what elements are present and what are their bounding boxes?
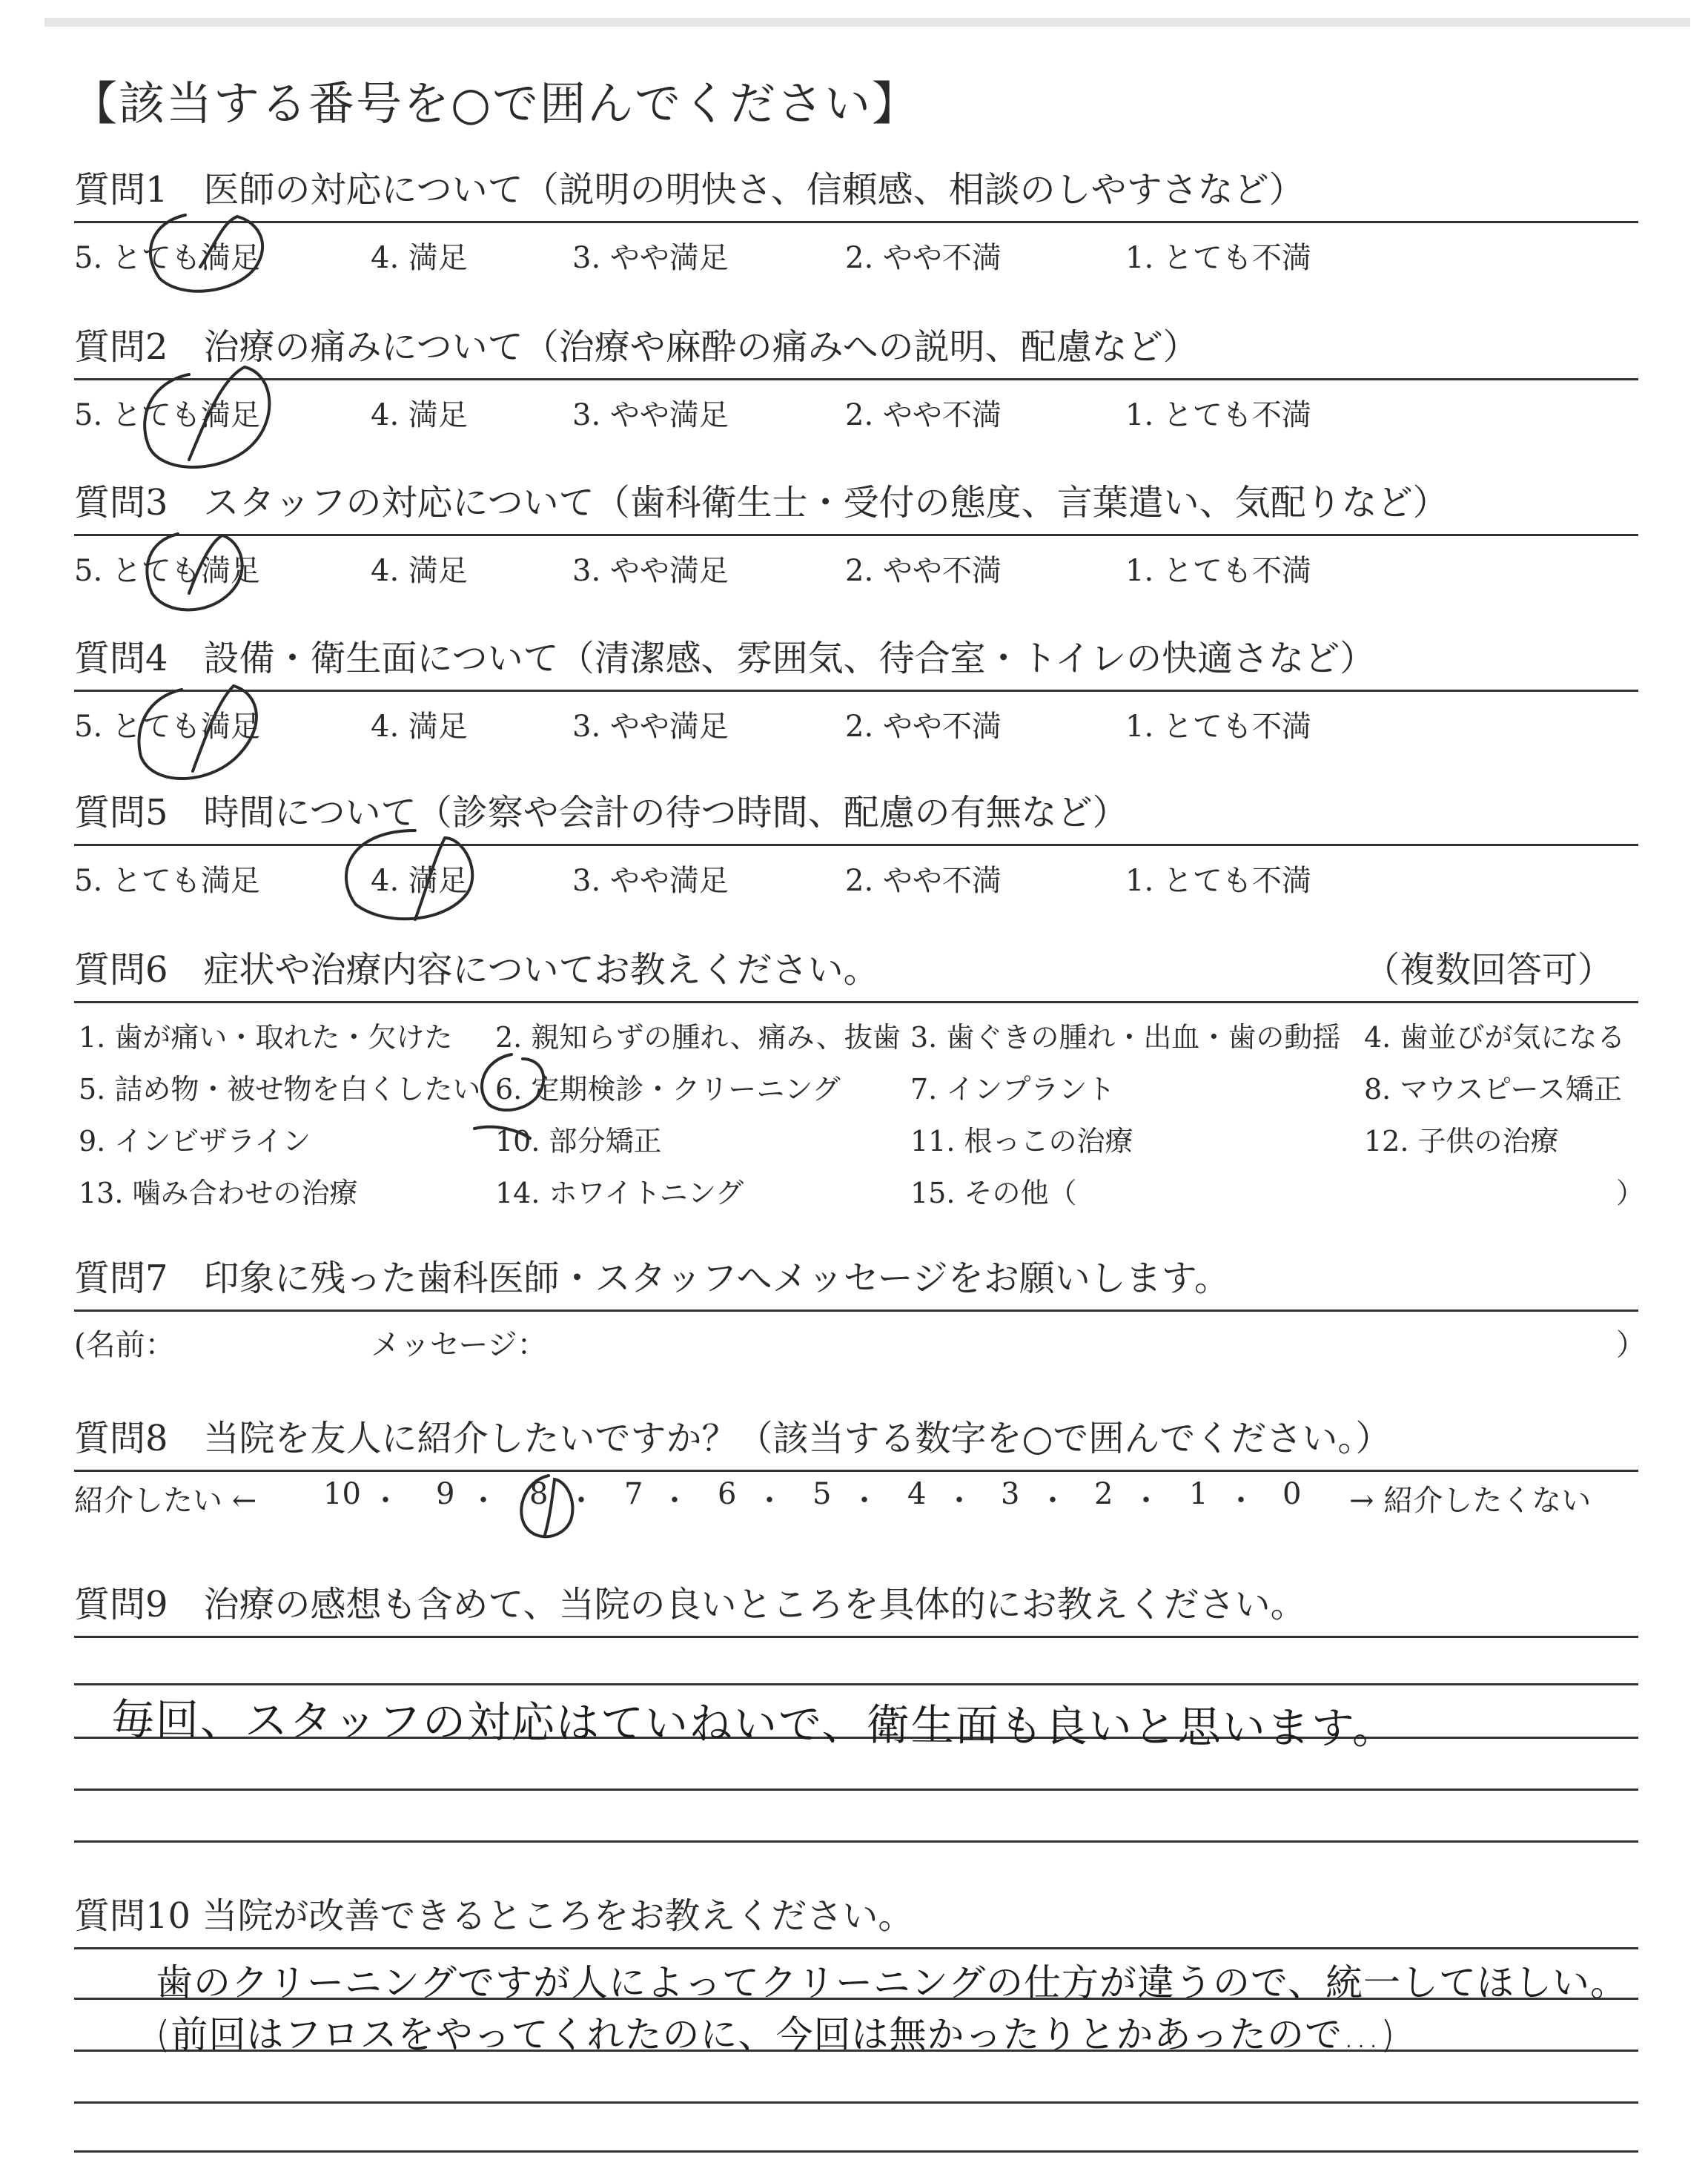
scale-dot: ・: [850, 1484, 879, 1518]
scale-dot: ・: [944, 1484, 974, 1518]
scale-option-2[interactable]: 2: [1094, 1477, 1113, 1511]
question-5-title: 質問5 時間について（診察や会計の待つ時間、配慮の有無など）: [74, 792, 1128, 833]
scale-option-10[interactable]: 10: [323, 1477, 361, 1511]
question-3-title: 質問3 スタッフの対応について（歯科衛生士・受付の態度、言葉遣い、気配りなど）: [74, 482, 1449, 524]
name-label[interactable]: (名前：: [74, 1328, 175, 1362]
scale-left-label: 紹介したい ←: [74, 1484, 257, 1518]
question-9-title: 質問9 治療の感想も含めて、当院の良いところを具体的にお教えください。: [74, 1584, 1306, 1625]
rating-option-5[interactable]: 5. とても満足: [74, 241, 260, 275]
symptom-option-9[interactable]: 9. インビザライン: [79, 1125, 311, 1157]
rating-option-3[interactable]: 3. やや満足: [572, 710, 729, 744]
scale-option-4[interactable]: 4: [907, 1477, 927, 1511]
q3-selection-circle: [147, 534, 242, 610]
symptom-option-4[interactable]: 4. 歯並びが気になる: [1364, 1021, 1626, 1054]
question-1-title: 質問1 医師の対応について（説明の明快さ、信頼感、相談のしやすさなど）: [74, 169, 1305, 211]
rating-option-2[interactable]: 2. やや不満: [845, 398, 1002, 432]
question-2-title: 質問2 治療の痛みについて（治療や麻酔の痛みへの説明、配慮など）: [74, 326, 1199, 368]
q1-selection-circle: [150, 215, 262, 291]
scale-option-8[interactable]: 8: [529, 1477, 549, 1511]
question-7-title: 質問7 印象に残った歯科医師・スタッフへメッセージをお願いします。: [74, 1258, 1230, 1299]
scale-option-3[interactable]: 3: [1001, 1477, 1020, 1511]
scale-dot: ・: [1038, 1484, 1068, 1518]
symptom-option-10[interactable]: 10. 部分矯正: [495, 1125, 662, 1157]
message-label[interactable]: メッセージ：: [371, 1328, 547, 1362]
scale-dot: ・: [566, 1484, 596, 1518]
scale-option-1[interactable]: 1: [1189, 1477, 1208, 1511]
question-10-title: 質問10 当院が改善できるところをお教えください。: [74, 1895, 914, 1937]
scale-dot: ・: [1131, 1484, 1161, 1518]
scale-dot: ・: [469, 1484, 498, 1518]
rating-option-5[interactable]: 5. とても満足: [74, 710, 260, 744]
rating-option-4[interactable]: 4. 満足: [371, 554, 468, 588]
symptom-option-14[interactable]: 14. ホワイトニング: [495, 1177, 744, 1209]
rating-option-1[interactable]: 1. とても不満: [1125, 241, 1311, 275]
question-9-handwritten-answer[interactable]: 毎回、スタッフの対応はていねいで、衛生面も良いと思います。: [110, 1694, 1397, 1754]
symptom-option-6[interactable]: 6. 定期検診・クリーニング: [495, 1073, 841, 1106]
rating-option-1[interactable]: 1. とても不満: [1125, 398, 1311, 432]
symptom-option-2[interactable]: 2. 親知らずの腫れ、痛み、抜歯: [495, 1021, 901, 1054]
rating-option-3[interactable]: 3. やや満足: [572, 398, 729, 432]
symptom-option-13[interactable]: 13. 噛み合わせの治療: [79, 1177, 358, 1209]
rating-option-3[interactable]: 3. やや満足: [572, 241, 729, 275]
rating-option-1[interactable]: 1. とても不満: [1125, 864, 1311, 898]
symptom-option-8[interactable]: 8. マウスピース矯正: [1364, 1073, 1622, 1106]
rating-option-4[interactable]: 4. 満足: [371, 241, 468, 275]
scale-dot: ・: [755, 1484, 784, 1518]
symptom-option-11[interactable]: 11. 根っこの治療: [910, 1125, 1133, 1157]
symptom-option-1[interactable]: 1. 歯が痛い・取れた・欠けた: [79, 1021, 453, 1054]
rating-option-4[interactable]: 4. 満足: [371, 864, 468, 898]
scale-option-6[interactable]: 6: [718, 1477, 737, 1511]
rating-option-2[interactable]: 2. やや不満: [845, 710, 1002, 744]
rating-option-4[interactable]: 4. 満足: [371, 710, 468, 744]
rating-option-3[interactable]: 3. やや満足: [572, 864, 729, 898]
rating-option-1[interactable]: 1. とても不満: [1125, 554, 1311, 588]
rating-option-4[interactable]: 4. 満足: [371, 398, 468, 432]
scale-dot: ・: [371, 1484, 400, 1518]
q2-selection-circle: [145, 367, 269, 467]
scale-option-0[interactable]: 0: [1282, 1477, 1302, 1511]
rating-option-5[interactable]: 5. とても満足: [74, 554, 260, 588]
question-10-handwritten-answer-line-1[interactable]: 歯のクリーニングですが人によってクリーニングの仕方が違うので、統一してほしい。: [156, 1961, 1628, 2004]
rating-option-2[interactable]: 2. やや不満: [845, 864, 1002, 898]
rating-option-5[interactable]: 5. とても満足: [74, 398, 260, 432]
message-close-paren: ）: [1616, 1328, 1646, 1362]
rating-option-5[interactable]: 5. とても満足: [74, 864, 260, 898]
scale-option-7[interactable]: 7: [624, 1477, 643, 1511]
q6-selection-circle: [482, 1054, 543, 1110]
question-8-title: 質問8 当院を友人に紹介したいですか？（該当する数字を○で囲んでください。）: [74, 1418, 1391, 1459]
question-6-title: 質問6 症状や治療内容についてお教えください。: [74, 949, 879, 991]
scale-dot: ・: [1226, 1484, 1256, 1518]
q5-selection-circle: [346, 830, 472, 919]
q4-selection-circle: [139, 686, 256, 779]
question-6-note: （複数回答可）: [1364, 949, 1614, 991]
symptom-option-5[interactable]: 5. 詰め物・被せ物を白くしたい: [79, 1073, 481, 1106]
symptom-option-3[interactable]: 3. 歯ぐきの腫れ・出血・歯の動揺: [910, 1021, 1341, 1054]
form-instruction: 【該当する番号を○で囲んでください】: [71, 76, 920, 131]
scale-option-9[interactable]: 9: [436, 1477, 455, 1511]
rating-option-2[interactable]: 2. やや不満: [845, 241, 1002, 275]
question-4-title: 質問4 設備・衛生面について（清潔感、雰囲気、待合室・トイレの快適さなど）: [74, 638, 1376, 679]
scale-right-label: → 紹介したくない: [1349, 1484, 1592, 1518]
q8-selection-circle: [521, 1476, 572, 1536]
question-10-handwritten-answer-line-2[interactable]: (前回はフロスをやってくれたのに、今回は無かったりとかあったので…): [156, 2013, 1396, 2056]
rating-option-1[interactable]: 1. とても不満: [1125, 710, 1311, 744]
scale-dot: ・: [660, 1484, 689, 1518]
symptom-option-7[interactable]: 7. インプラント: [910, 1073, 1116, 1106]
q6-selection-tick: [474, 1127, 530, 1138]
rating-option-2[interactable]: 2. やや不満: [845, 554, 1002, 588]
symptom-option-15[interactable]: 15. その他（: [910, 1177, 1077, 1209]
scale-option-5[interactable]: 5: [812, 1477, 832, 1511]
rating-option-3[interactable]: 3. やや満足: [572, 554, 729, 588]
symptom-option-12[interactable]: 12. 子供の治療: [1364, 1125, 1559, 1157]
other-close-paren: ）: [1616, 1177, 1645, 1209]
